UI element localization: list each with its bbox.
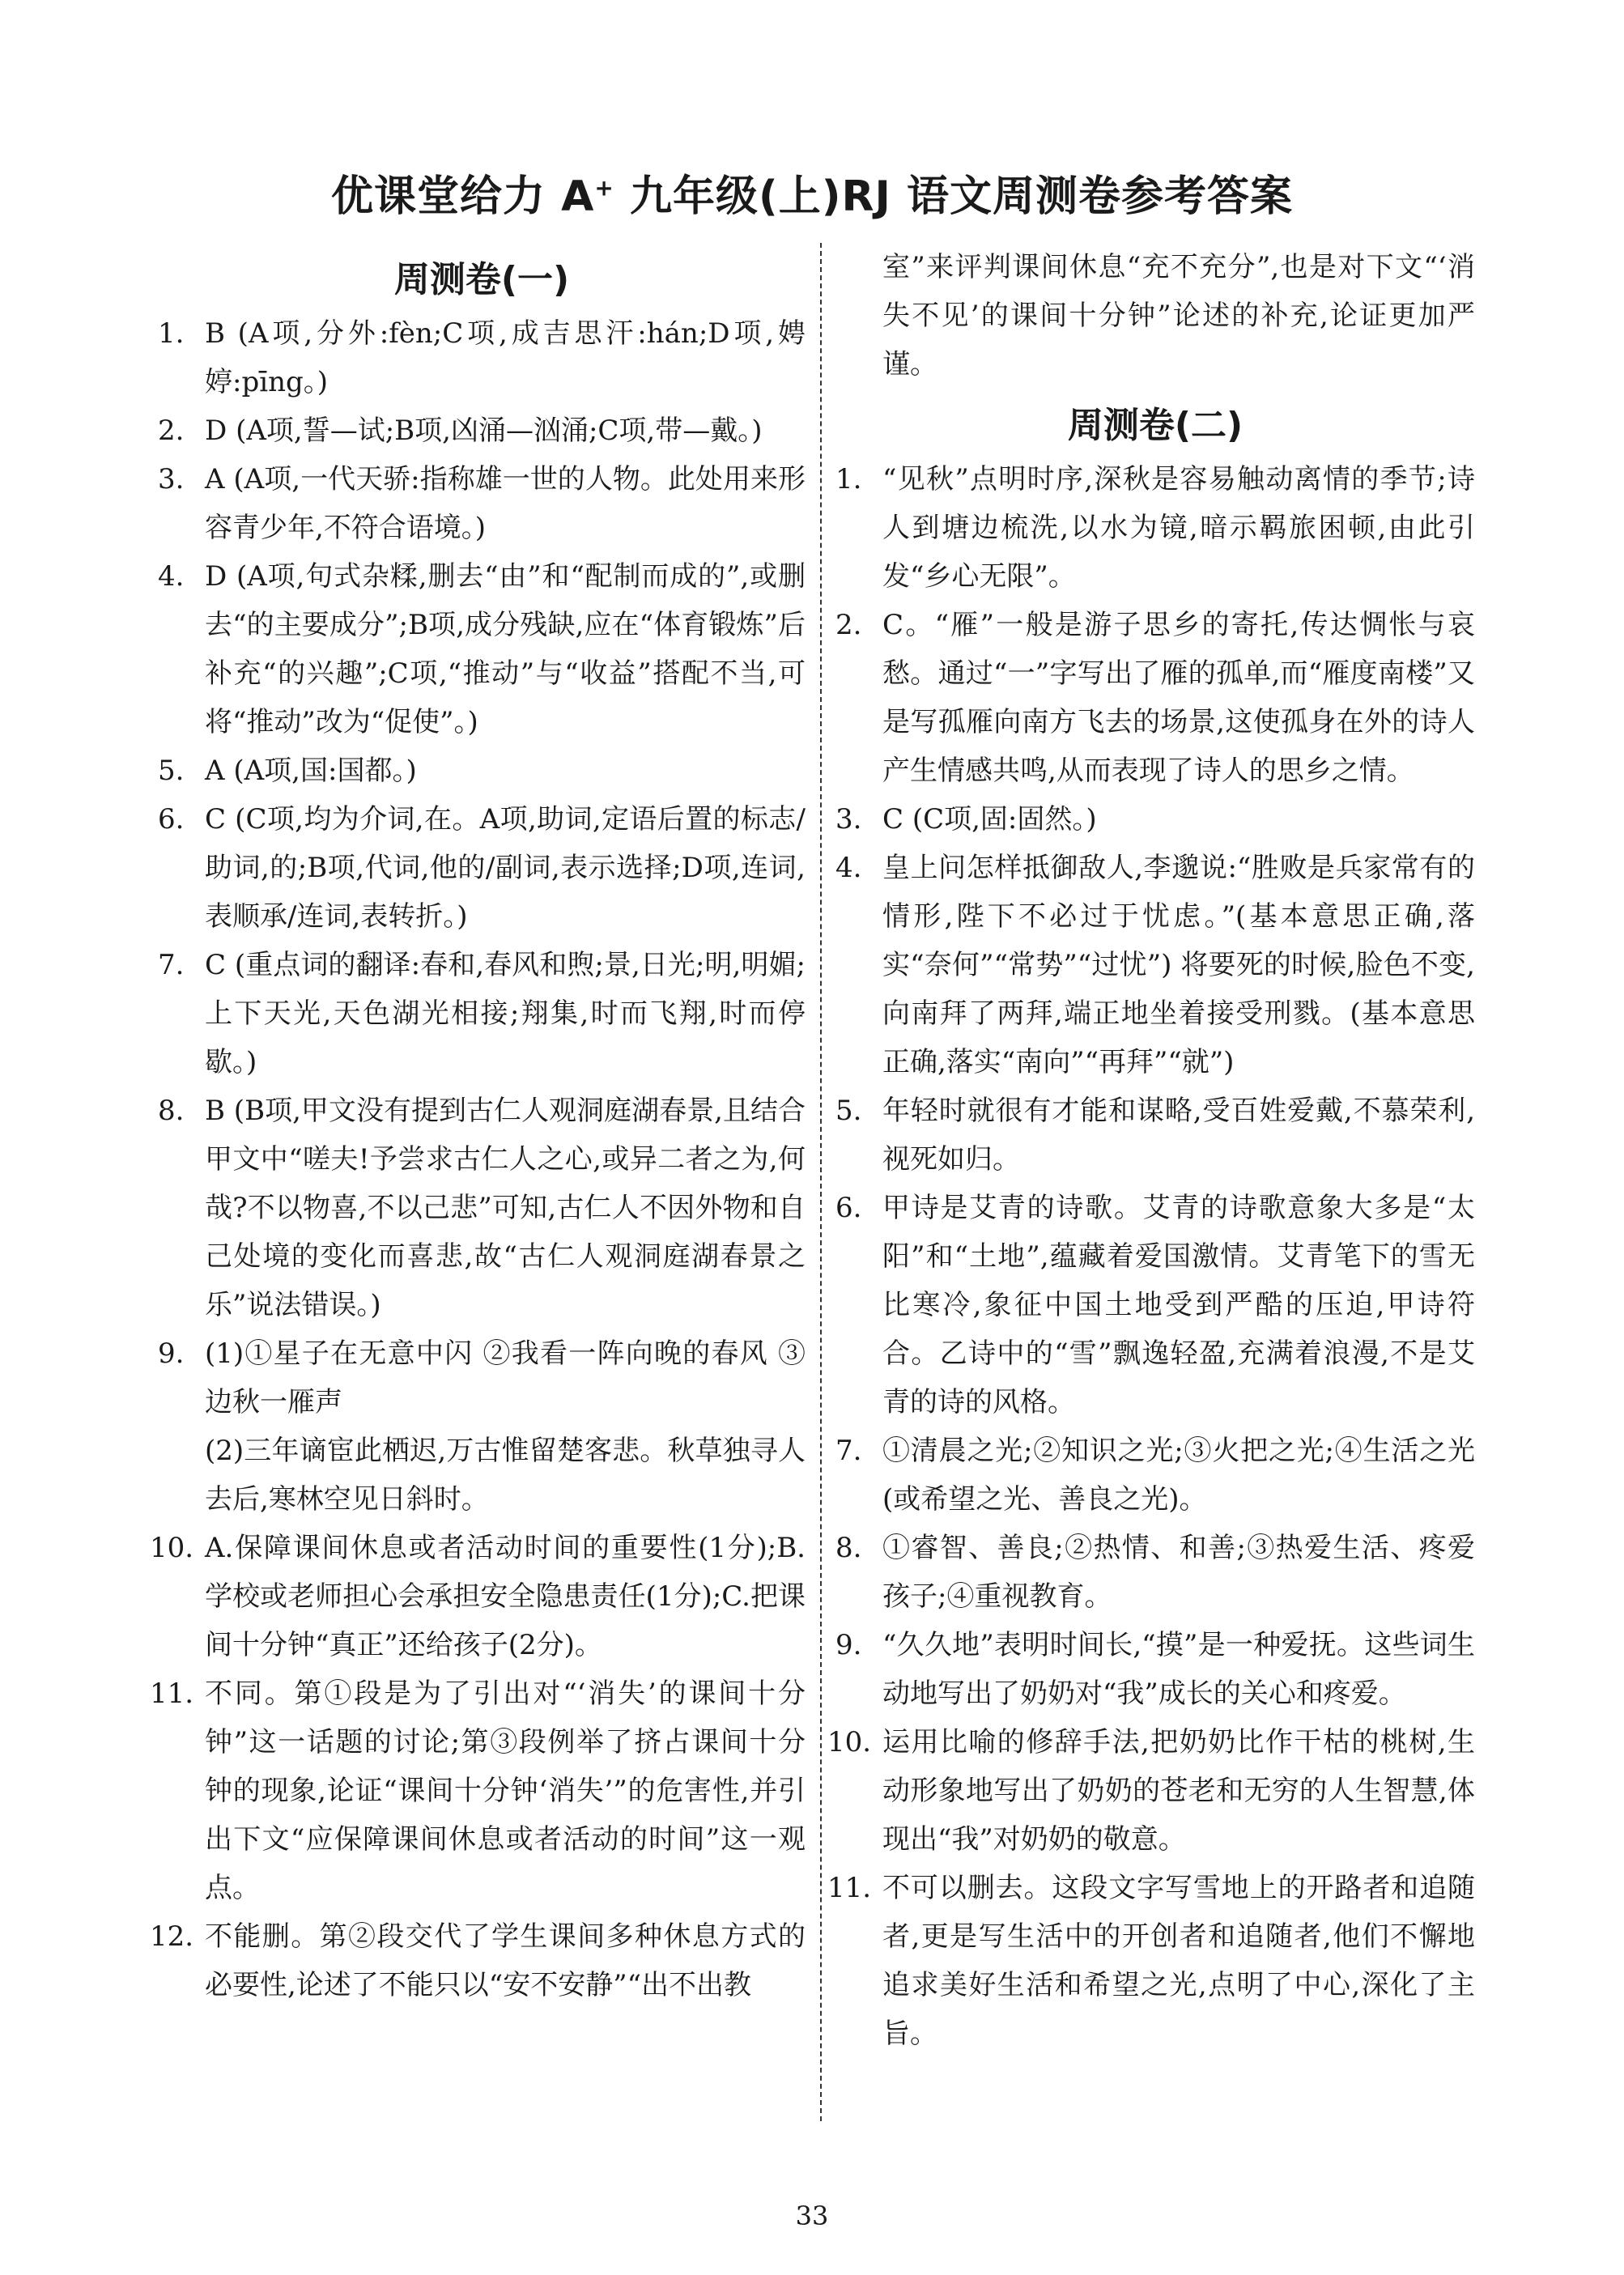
title-rest: 九年级(上)RJ 语文周测卷参考答案 [614,172,1293,221]
item-number: 2. [158,415,185,447]
answer-item [158,1086,806,1329]
answer-item [158,406,806,455]
item-number: 10. [827,1726,872,1758]
answer-item [835,1524,1475,1621]
item-number: 12. [150,1920,194,1953]
item-number: 5. [158,755,185,787]
item-text: 甲诗是艾青的诗歌。艾青的诗歌意象大多是“太阳”和“土地”,蕴藏着爱国激情。艾青笔下的雪无比寒冷,象征中国土地受到严酷的压迫,甲诗符合。乙诗中的“雪”飘逸轻盈,充满着浪漫,不是艾青的诗的风格。 [882,1192,1475,1418]
item-text: C (重点词的翻译:春和,春风和煦;景,日光;明,明媚;上下天光,天色湖光相接;翔集,时而飞翔,时而停歇。) [205,949,806,1078]
answer-item [158,941,806,1086]
item-number: 4. [158,560,185,593]
section-heading-2: 周测卷(二) [1067,405,1244,446]
item-number: 11. [827,1872,872,1904]
item-text: D (A项,誓—试;B项,凶涌—汹涌;C项,带—戴。) [205,415,763,447]
item-text: 不可以删去。这段文字写雪地上的开路者和追随者,更是写生活中的开创者和追随者,他们不懈地追求美好生活和希望之光,点明了中心,深化了主旨。 [882,1872,1475,2050]
item-number: 5. [835,1095,862,1127]
item-text: C (C项,均为介词,在。A项,助词,定语后置的标志/助词,的;B项,代词,他的/副词,表示选择;D项,连词,表顺承/连词,表转折。) [205,803,806,933]
answer-item [150,1524,806,1669]
item-text: (2)三年谪宦此栖迟,万古惟留楚客悲。秋草独寻人去后,寒林空见日斜时。 [205,1435,806,1516]
answer-item [835,795,1475,844]
answer-item [158,309,806,406]
right-column [827,243,1475,2058]
item-text: C (C项,固:固然。) [882,803,1097,836]
item-number: 3. [158,463,185,495]
answer-item [158,795,806,941]
answer-item [158,1427,806,1524]
item-text: A (A项,国:国都。) [205,755,417,787]
item-text: A.保障课间休息或者活动时间的重要性(1分);B.学校或老师担心会承担安全隐患责任(1分);C.把课间十分钟“真正”还给孩子(2分)。 [205,1532,806,1661]
answer-item [150,1912,806,2009]
item-text: 运用比喻的修辞手法,把奶奶比作干枯的桃树,生动形象地写出了奶奶的苍老和无穷的人生智慧,体现出“我”对奶奶的敬意。 [882,1726,1475,1856]
item-number: 7. [835,1435,862,1467]
answer-item [835,1621,1475,1718]
item-number: 9. [835,1629,862,1661]
column-divider [820,243,822,2121]
section-heading-1: 周测卷(一) [393,259,570,300]
item-text: 年轻时就很有才能和谋略,受百姓爱戴,不慕荣利,视死如归。 [882,1095,1475,1176]
item-text: “见秋”点明时序,深秋是容易触动离情的季节;诗人到塘边梳洗,以水为镜,暗示羁旅困顿,由此引发“乡心无限”。 [882,463,1475,593]
item-text: (1)①星子在无意中闪 ②我看一阵向晚的春风 ③边秋一雁声 [205,1337,806,1418]
item-text: ①睿智、善良;②热情、和善;③热爱生活、疼爱孩子;④重视教育。 [882,1532,1475,1613]
answer-item [835,601,1475,795]
item-number: 6. [835,1192,862,1224]
item-text: 不同。第①段是为了引出对“‘消失’的课间十分钟”这一话题的讨论;第③段例举了挤占课间十分钟的现象,论证“课间十分钟‘消失’”的危害性,并引出下文“应保障课间休息或者活动的时间”这一观点。 [205,1678,806,1904]
item-text: 皇上问怎样抵御敌人,李邈说:“胜败是兵家常有的情形,陛下不必过于忧虑。”(基本意思正确,落实“奈何”“常势”“过忧”) 将要死的时候,脸色不变,向南拜了两拜,端正地坐着接受刑戮。(基本意思正确,落实“南向”“再拜”“就”) [882,852,1475,1078]
answer-item [835,844,1475,1086]
answer-item [158,746,806,795]
continuation-text: 室”来评判课间休息“充不充分”,也是对下文“‘消失不见’的课间十分钟”论述的补充,论证更加严谨。 [882,251,1475,381]
answer-item [827,1718,1475,1864]
item-text: ①清晨之光;②知识之光;③火把之光;④生活之光(或希望之光、善良之光)。 [882,1435,1475,1516]
page-title [0,162,1624,223]
item-text: B (A项,分外:fèn;C项,成吉思汗:hán;D项,娉婷:pīng。) [205,317,806,398]
item-number: 9. [158,1337,185,1370]
title-prefix: 优课堂给力 A [331,172,595,221]
item-number: 1. [158,317,185,350]
answer-item [150,1669,806,1912]
item-number: 8. [835,1532,862,1564]
item-text: 不能删。第②段交代了学生课间多种休息方式的必要性,论述了不能只以“安不安静”“出不出教 [205,1920,806,2001]
item-number: 2. [835,609,862,641]
item-number: 3. [835,803,862,836]
page-number: 33 [795,2201,829,2231]
item-text: B (B项,甲文没有提到古仁人观洞庭湖春景,且结合甲文中“嗟夫!予尝求古仁人之心,或异二者之为,何哉?不以物喜,不以己悲”可知,古仁人不因外物和自己处境的变化而喜悲,故“古仁人观洞庭湖春景之乐”说法错误。) [205,1095,806,1321]
item-text: C。“雁”一般是游子思乡的寄托,传达惆怅与哀愁。通过“一”字写出了雁的孤单,而“雁度南楼”又是写孤雁向南方飞去的场景,这使孤身在外的诗人产生情感共鸣,从而表现了诗人的思乡之情。 [882,609,1475,787]
left-column [150,243,806,2009]
answer-item [158,1329,806,1427]
item-number: 7. [158,949,185,981]
item-number: 10. [150,1532,194,1564]
answer-item [835,1427,1475,1524]
title-sup: + [594,174,614,202]
answer-item [158,552,806,746]
item-number: 4. [835,852,862,884]
item-text: A (A项,一代天骄:指称雄一世的人物。此处用来形容青少年,不符合语境。) [205,463,806,544]
answer-item [835,455,1475,601]
answer-item [158,455,806,552]
item-text: “久久地”表明时间长,“摸”是一种爱抚。这些词生动地写出了奶奶对“我”成长的关心和疼爱。 [882,1629,1475,1710]
item-number: 8. [158,1095,185,1127]
item-number: 1. [835,463,862,495]
answer-item [835,1184,1475,1427]
answer-item [827,1864,1475,2058]
item-number: 6. [158,803,185,836]
answer-item [835,1086,1475,1184]
item-number: 11. [150,1678,194,1710]
item-text: D (A项,句式杂糅,删去“由”和“配制而成的”,或删去“的主要成分”;B项,成分残缺,应在“体育锻炼”后补充“的兴趣”;C项,“推动”与“收益”搭配不当,可将“推动”改为“促使”。) [205,560,806,738]
